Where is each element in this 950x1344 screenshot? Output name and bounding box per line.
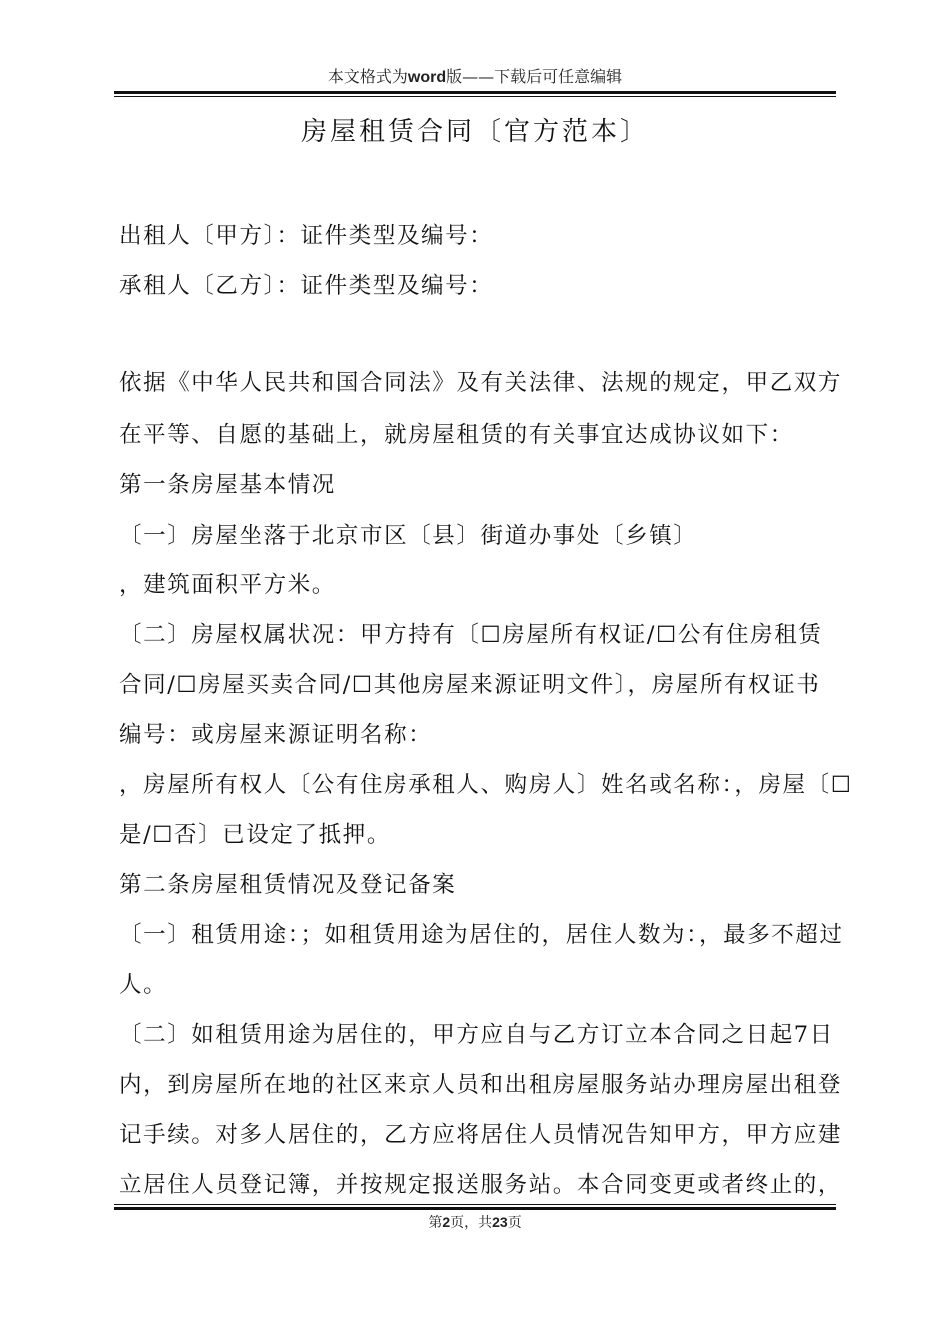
body-line: 是/☐否〕已设定了抵押。: [119, 822, 391, 848]
body-line: 在平等、自愿的基础上，就房屋租赁的有关事宜达成协议如下：: [119, 422, 794, 448]
body-line: 〔一〕房屋坐落于北京市区〔县〕街道办事处〔乡镇〕: [119, 523, 698, 549]
body-line: 内，到房屋所在地的社区来京人员和出租房屋服务站办理房屋出租登: [119, 1072, 843, 1098]
body-line: 第一条房屋基本情况: [119, 472, 336, 498]
body-line: 出租人〔甲方〕：证件类型及编号：: [119, 223, 494, 249]
header-note: [0, 66, 950, 89]
body-line: 第二条房屋租赁情况及登记备案: [119, 872, 457, 898]
footer-rule-thin: [114, 1204, 836, 1205]
page-counter-prefix: 第: [428, 1215, 443, 1231]
body-line: 合同/☐房屋买卖合同/☐其他房屋来源证明文件〕，房屋所有权证书: [119, 672, 821, 698]
body-line: 〔二〕房屋权属状况：甲方持有〔☐房屋所有权证/☐公有住房租赁: [119, 622, 823, 648]
body-line: 〔二〕如租赁用途为居住的，甲方应自与乙方订立本合同之日起7日: [119, 1022, 834, 1048]
document-title: 房屋租赁合同〔官方范本〕: [300, 117, 649, 147]
body-line: 记手续。对多人居住的，乙方应将居住人员情况告知甲方，甲方应建: [119, 1122, 843, 1148]
body-line: 依据《中华人民共和国合同法》及有关法律、法规的规定，甲乙双方: [119, 370, 843, 396]
footer-rule-thick: [114, 1207, 836, 1210]
header-note-bold: word: [407, 69, 447, 86]
body-line: 〔一〕租赁用途：；如租赁用途为居住的，居住人数为：，最多不超过: [119, 922, 844, 948]
body-line: 立居住人员登记簿，并按规定报送服务站。本合同变更或者终止的，: [119, 1172, 843, 1198]
body-line: 人。: [119, 972, 168, 998]
header-rule-thin: [114, 96, 836, 97]
header-rule-thick: [114, 91, 836, 94]
header-note-suffix: 版——下载后可任意编辑: [446, 67, 623, 86]
page-counter: [0, 1212, 950, 1233]
body-line: 承租人〔乙方〕：证件类型及编号：: [119, 273, 494, 299]
page-counter-middle: 页，共: [450, 1215, 493, 1231]
page-total: 23: [492, 1214, 508, 1230]
body-line: 编号：或房屋来源证明名称：: [119, 722, 433, 748]
body-line: ，建筑面积平方米。: [119, 572, 336, 598]
body-line: ，房屋所有权人〔公有住房承租人、购房人〕姓名或名称：，房屋〔☐: [119, 772, 853, 798]
page-number: 2: [442, 1214, 451, 1230]
header-note-prefix: 本文格式为: [327, 67, 408, 86]
page-counter-suffix: 页: [507, 1215, 522, 1231]
